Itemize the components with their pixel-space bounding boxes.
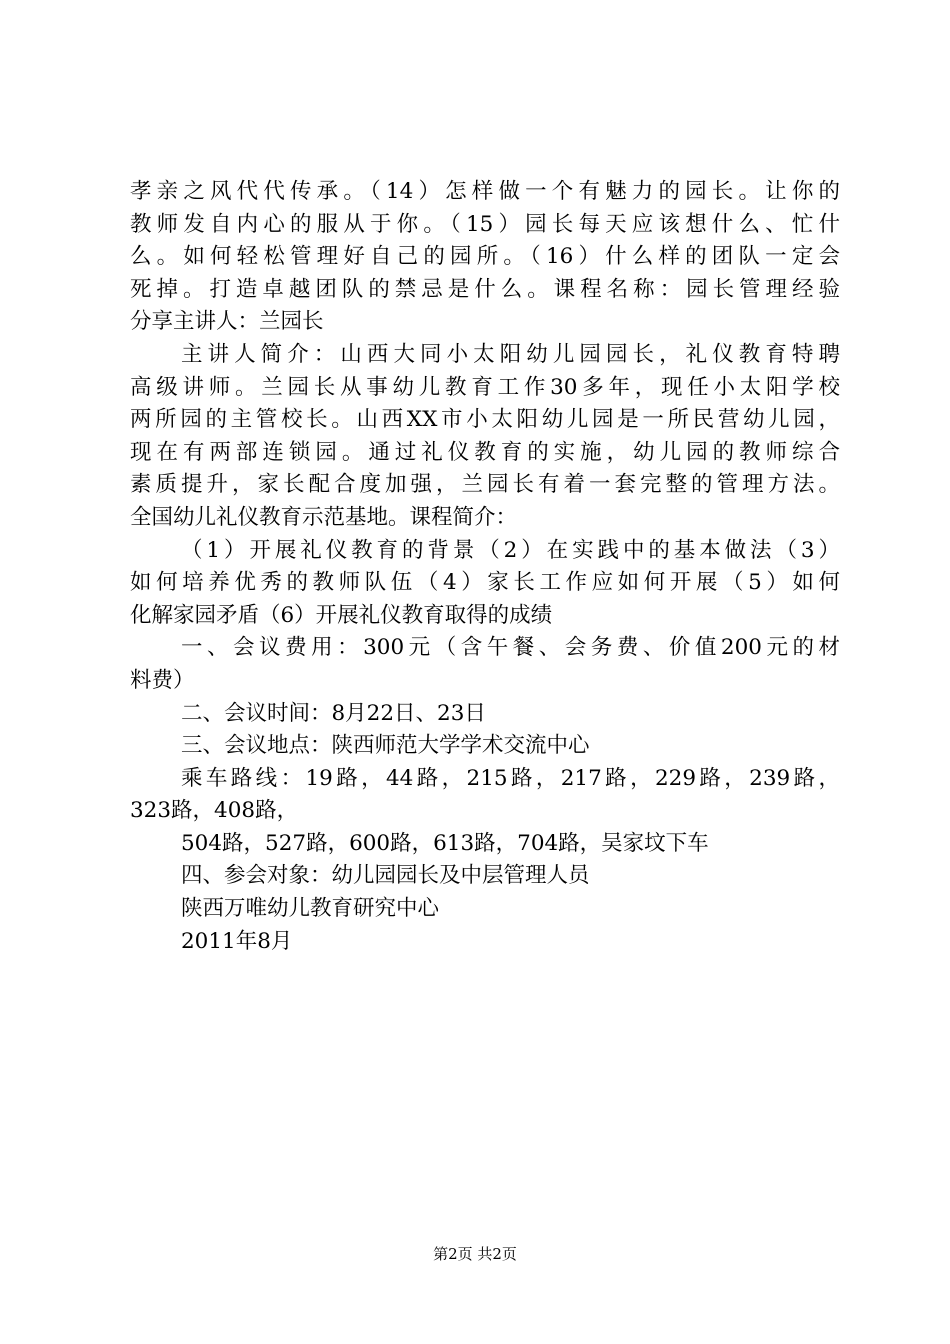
text-line: 么。如何轻松管理好自己的园所。（16）什么样的团队一定会 (130, 244, 840, 270)
text-line: 如何培养优秀的教师队伍（4）家长工作应如何开展（5）如何 (130, 570, 840, 596)
text-line: 四、参会对象：幼儿园园长及中层管理人员 (181, 863, 590, 889)
text-line: 2011年8月 (181, 928, 293, 954)
text-line: 323路，408路， (130, 798, 299, 824)
text-line: 504路，527路，600路，613路，704路，吴家坟下车 (181, 830, 709, 856)
text-line: 高级讲师。兰园长从事幼儿教育工作30多年，现任小太阳学校 (130, 374, 840, 400)
text-line: （1）开展礼仪教育的背景（2）在实践中的基本做法（3） (181, 537, 840, 563)
text-line: 教师发自内心的服从于你。（15）园长每天应该想什么、忙什 (130, 211, 840, 237)
text-line: 两所园的主管校长。山西XX市小太阳幼儿园是一所民营幼儿园， (130, 407, 840, 433)
text-line: 主讲人简介：山西大同小太阳幼儿园园长，礼仪教育特聘 (181, 341, 840, 367)
page-footer: 第2页 共2页 (433, 1245, 517, 1263)
text-line: 素质提升，家长配合度加强，兰园长有着一套完整的管理方法。 (130, 472, 840, 498)
text-line: 分享主讲人：兰园长 (130, 309, 324, 335)
text-line: 乘车路线：19路，44路，215路，217路，229路，239路， (181, 765, 840, 791)
text-line: 陕西万唯幼儿教育研究中心 (181, 896, 440, 922)
text-line: 死掉。打造卓越团队的禁忌是什么。课程名称：园长管理经验 (130, 276, 840, 302)
text-line: 一、会议费用：300元（含午餐、会务费、价值200元的材 (181, 635, 840, 661)
text-line: 三、会议地点：陕西师范大学学术交流中心 (181, 733, 590, 759)
text-line: 化解家园矛盾（6）开展礼仪教育取得的成绩 (130, 602, 553, 628)
text-line: 料费） (130, 667, 195, 693)
text-line: 全国幼儿礼仪教育示范基地。课程简介： (130, 504, 518, 530)
text-line: 二、会议时间：8月22日、23日 (181, 700, 486, 726)
text-line: 现在有两部连锁园。通过礼仪教育的实施，幼儿园的教师综合 (130, 439, 840, 465)
text-line: 孝亲之风代代传承。（14）怎样做一个有魅力的园长。让你的 (130, 179, 840, 204)
document-body (130, 176, 840, 958)
